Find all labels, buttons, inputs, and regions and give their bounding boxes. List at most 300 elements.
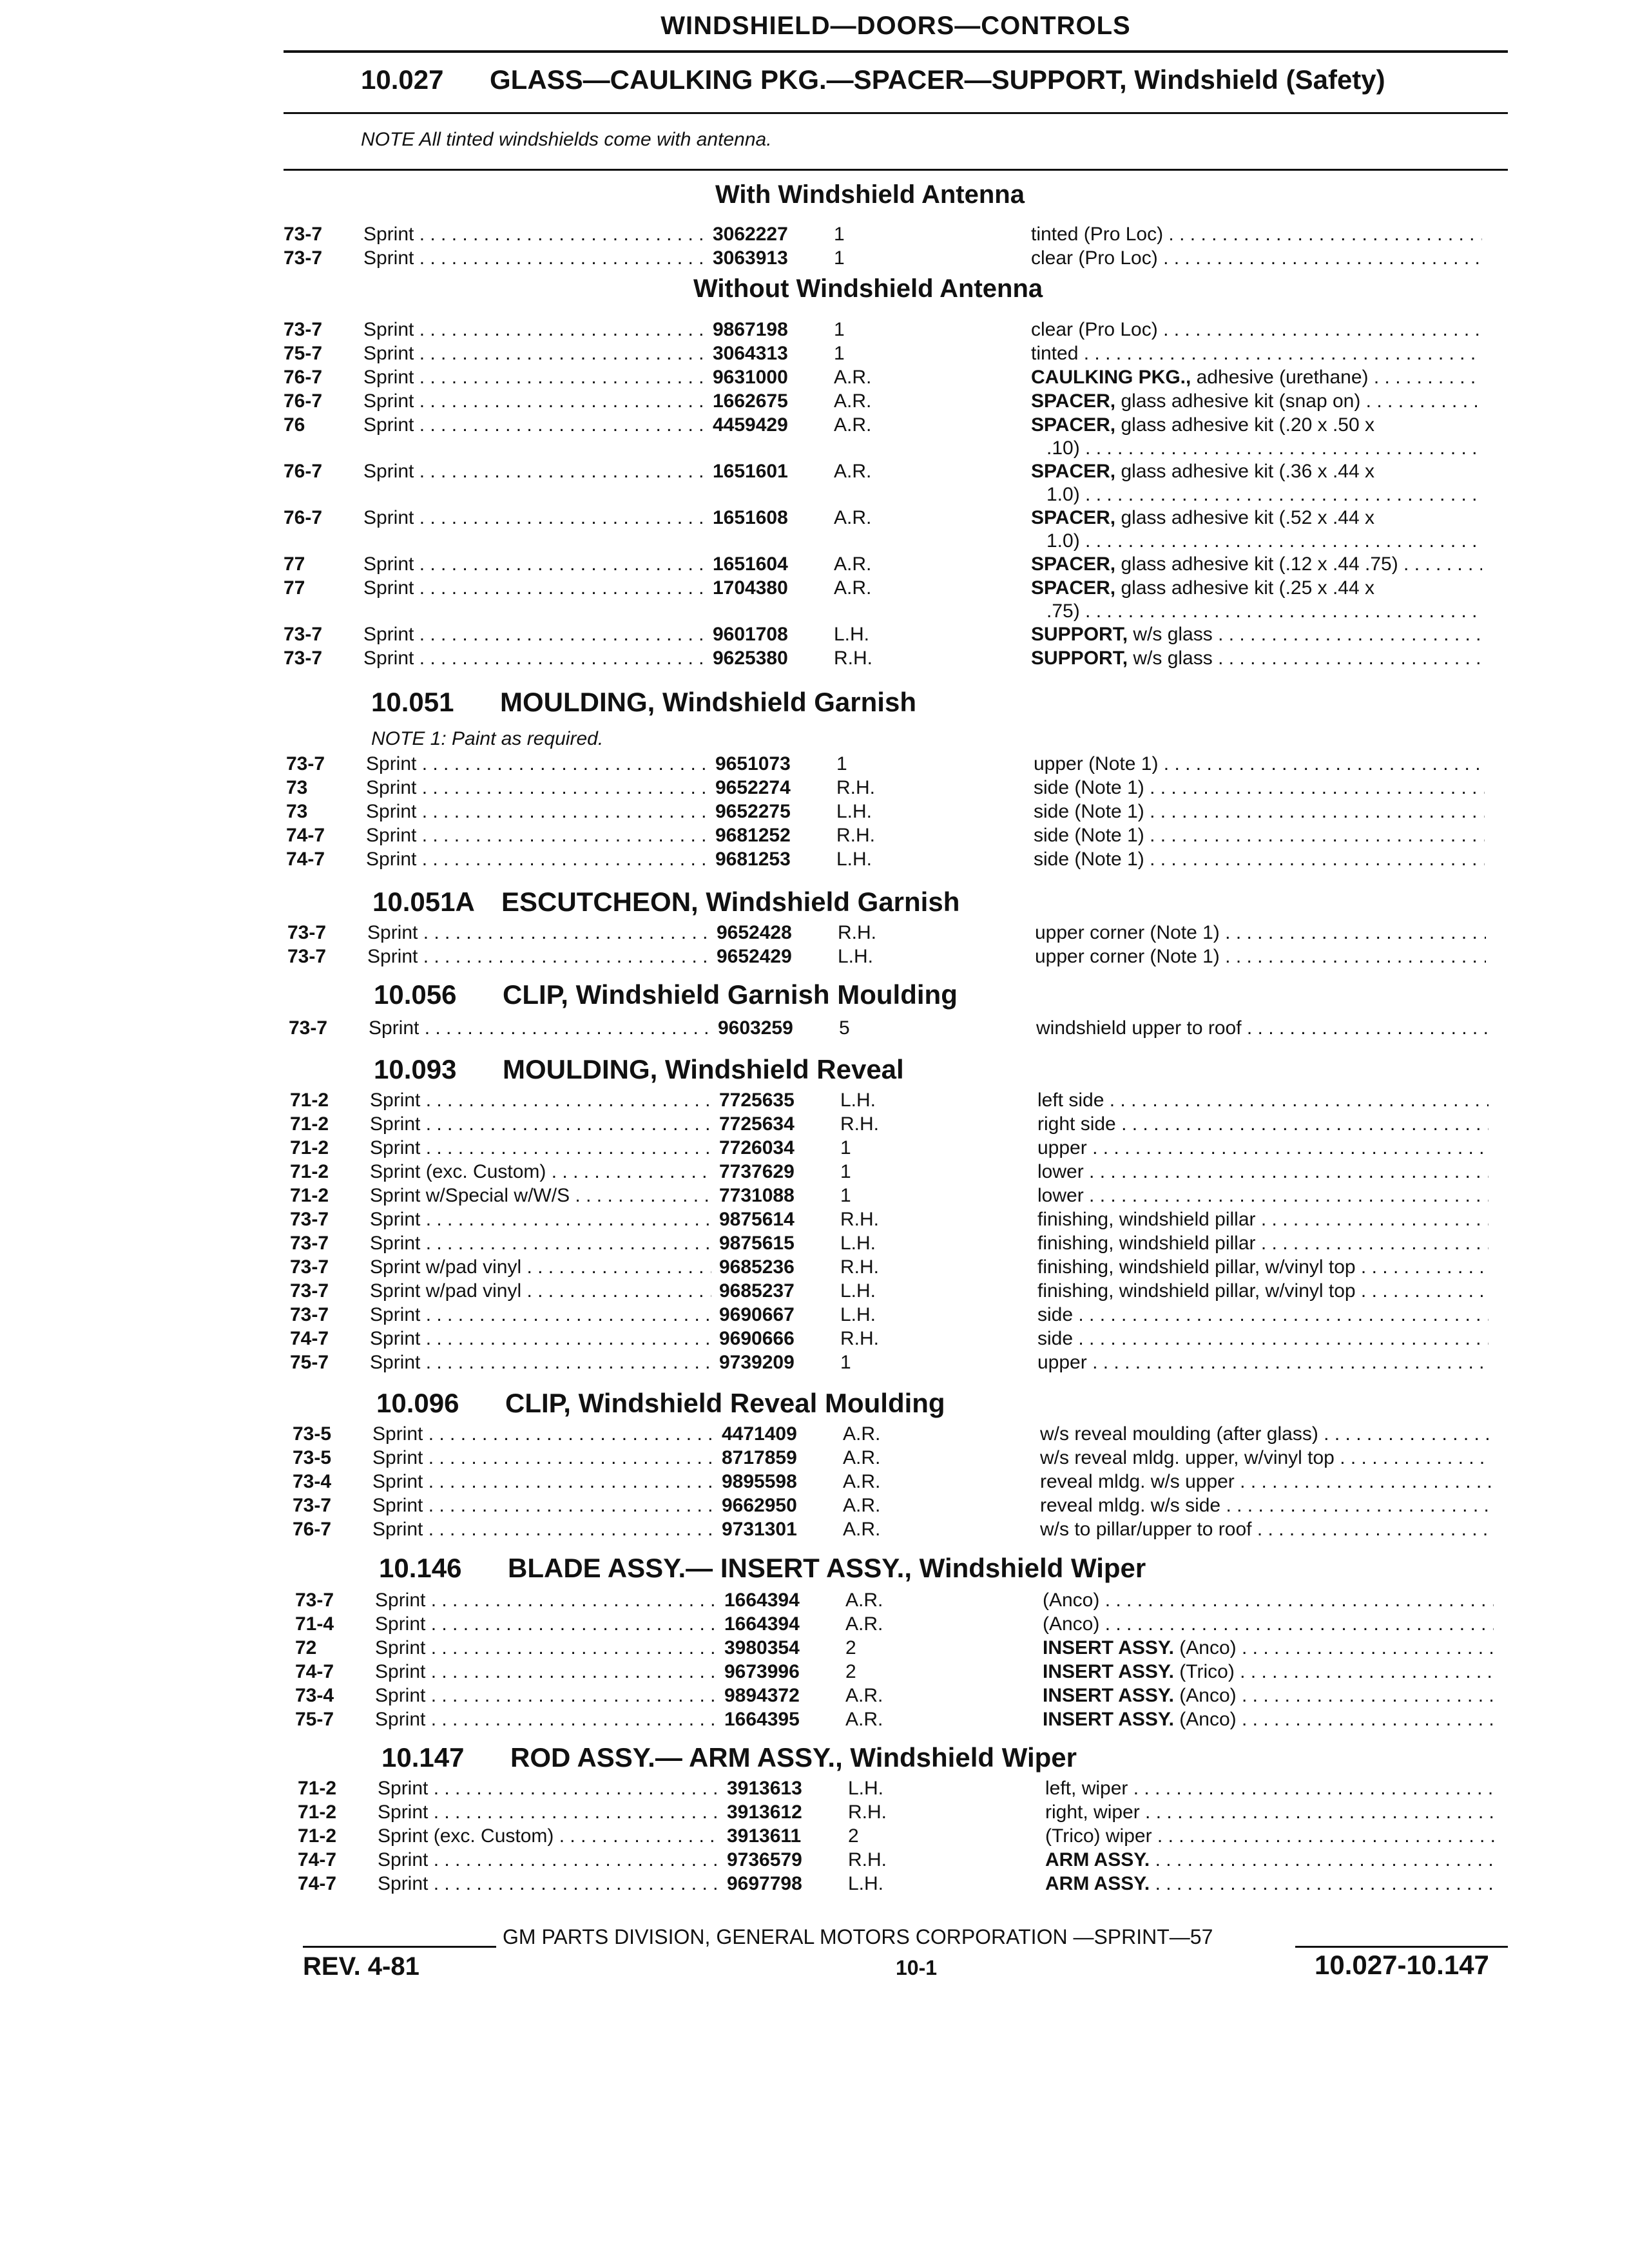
model-name: Sprint . . . [369, 1017, 710, 1040]
description-text: glass adhesive kit (.12 x .44 .75) [1115, 553, 1398, 575]
description-text: glass adhesive kit (.52 x .44 x [1115, 507, 1375, 528]
description-part-type: SUPPORT, [1031, 648, 1128, 669]
description [1037, 1280, 1489, 1303]
model-year-code: 71-4 [295, 1613, 334, 1635]
description [1037, 1208, 1489, 1231]
description [1043, 1613, 1494, 1636]
model-year-code: 73 [286, 801, 308, 822]
description-text: lower [1037, 1161, 1084, 1182]
quantity: L.H. [840, 1304, 876, 1325]
description-text: side [1037, 1304, 1074, 1325]
header-rule [284, 50, 1508, 53]
part-number: 4459429 [713, 414, 788, 436]
model-year-code: 73-7 [284, 648, 323, 669]
part-row [298, 1825, 1508, 1848]
subhead-with-antenna: With Windshield Antenna [715, 180, 1025, 209]
quantity: 1 [834, 319, 845, 340]
model-name: Sprint . . . [363, 647, 705, 670]
section-number: 10.093 [374, 1054, 457, 1084]
model-year-code: 73-7 [286, 753, 325, 774]
part-number: 4471409 [722, 1423, 797, 1445]
part-row [286, 776, 1508, 800]
part-number: 9652428 [717, 922, 792, 943]
quantity: 1 [834, 247, 845, 269]
part-number: 9697798 [727, 1873, 802, 1894]
model-year-code: 73-7 [287, 946, 327, 967]
part-row [284, 414, 1508, 459]
model-year-code: 74-7 [286, 849, 325, 870]
part-row [295, 1660, 1508, 1684]
part-row [290, 1137, 1508, 1160]
part-row [290, 1113, 1508, 1136]
description-continued: .75) . . . [1046, 600, 1482, 623]
description [1037, 1327, 1489, 1350]
part-row [284, 247, 1508, 270]
description-part-type: SPACER, [1031, 507, 1116, 528]
model-name: Sprint . . . [370, 1208, 711, 1231]
model-year-code: 76-7 [284, 461, 323, 482]
part-number: 1704380 [713, 577, 788, 599]
description [1043, 1589, 1494, 1612]
description-text: right side [1037, 1113, 1116, 1135]
model-year-code: 71-2 [298, 1825, 337, 1847]
quantity: 1 [834, 224, 845, 245]
section-title [371, 687, 916, 718]
part-number: 9690667 [719, 1304, 795, 1325]
note-rule [284, 169, 1508, 171]
description-text: clear (Pro Loc) [1031, 247, 1158, 269]
description [1031, 318, 1482, 341]
part-row [284, 577, 1508, 622]
quantity: A.R. [834, 553, 872, 575]
description [1037, 1089, 1489, 1112]
quantity: 1 [840, 1185, 851, 1206]
description [1037, 1184, 1489, 1207]
section-title [372, 887, 959, 918]
model-year-code: 73-7 [293, 1495, 332, 1516]
description-text: glass adhesive kit (.20 x .50 x [1115, 414, 1375, 436]
description-text: (Trico) wiper [1045, 1825, 1152, 1847]
description-text: side (Note 1) [1034, 801, 1144, 822]
description [1043, 1708, 1494, 1731]
description-text: upper corner (Note 1) [1035, 922, 1220, 943]
model-year-code: 76 [284, 414, 305, 436]
description-part-type: INSERT ASSY. [1043, 1637, 1174, 1658]
model-name: Sprint . . . [366, 753, 708, 776]
part-row [290, 1327, 1508, 1350]
revision-label: REV. 4-81 [303, 1952, 419, 1981]
quantity: L.H. [836, 801, 872, 822]
part-row [295, 1589, 1508, 1612]
description [1043, 1684, 1494, 1707]
part-number: 7725634 [719, 1113, 795, 1135]
description-text: w/s to pillar/upper to roof [1040, 1519, 1252, 1540]
section-range: 10.027-10.147 [1315, 1950, 1489, 1980]
part-number: 9681253 [715, 849, 791, 870]
quantity: A.R. [834, 414, 872, 436]
part-number: 9673996 [724, 1661, 800, 1682]
part-number: 9652275 [715, 801, 791, 822]
model-year-code: 74-7 [290, 1328, 329, 1349]
section-number: 10.096 [376, 1388, 459, 1418]
quantity: 1 [836, 753, 847, 774]
model-year-code: 71-2 [298, 1802, 337, 1823]
section-title [374, 1054, 904, 1085]
part-number: 9895598 [722, 1471, 797, 1492]
description [1034, 848, 1485, 871]
description [1034, 776, 1485, 800]
title-rule [284, 112, 1508, 114]
model-year-code: 73-7 [290, 1209, 329, 1230]
part-number: 1664394 [724, 1613, 800, 1635]
model-name: Sprint . . . [363, 390, 705, 413]
quantity: L.H. [834, 624, 870, 645]
model-name: Sprint . . . [372, 1470, 714, 1494]
quantity: L.H. [848, 1873, 884, 1894]
model-name: Sprint . . . [370, 1137, 711, 1160]
model-year-code: 73-7 [287, 922, 327, 943]
model-name: Sprint . . . [378, 1801, 719, 1824]
part-row [284, 366, 1508, 389]
part-row [290, 1089, 1508, 1112]
part-row [295, 1684, 1508, 1707]
section-name: CLIP, Windshield Garnish Moulding [503, 979, 958, 1010]
part-row [284, 318, 1508, 341]
model-name: Sprint . . . [366, 800, 708, 823]
description-text: w/s reveal moulding (after glass) [1040, 1423, 1318, 1445]
quantity: 2 [845, 1661, 856, 1682]
quantity: L.H. [840, 1233, 876, 1254]
model-name: Sprint . . . [363, 577, 705, 600]
model-name: Sprint . . . [375, 1660, 717, 1684]
model-name: Sprint w/pad vinyl . . . [370, 1280, 711, 1303]
part-row [293, 1470, 1508, 1494]
quantity: R.H. [836, 825, 875, 846]
part-number: 9681252 [715, 825, 791, 846]
description [1037, 1232, 1489, 1255]
model-name: Sprint . . . [378, 1872, 719, 1896]
model-name: Sprint . . . [366, 824, 708, 847]
description [1031, 460, 1482, 483]
quantity: A.R. [845, 1590, 883, 1611]
description-text: right, wiper [1045, 1802, 1140, 1823]
model-year-code: 75-7 [290, 1352, 329, 1373]
part-row [284, 342, 1508, 365]
description-text: glass adhesive kit (.36 x .44 x [1115, 461, 1375, 482]
model-year-code: 71-2 [290, 1185, 329, 1206]
quantity: R.H. [848, 1849, 887, 1870]
model-name: Sprint . . . [370, 1327, 711, 1350]
description [1037, 1160, 1489, 1184]
part-number: 3064313 [713, 343, 788, 364]
description [1031, 577, 1482, 600]
model-year-code: 72 [295, 1637, 317, 1658]
quantity: R.H. [840, 1113, 879, 1135]
part-row [290, 1232, 1508, 1255]
part-number: 7737629 [719, 1161, 795, 1182]
part-row [286, 753, 1508, 776]
description-part-type: INSERT ASSY. [1043, 1661, 1174, 1682]
model-year-code: 73-4 [293, 1471, 332, 1492]
model-year-code: 73-7 [284, 224, 323, 245]
model-year-code: 73-7 [290, 1233, 329, 1254]
model-year-code: 73-7 [295, 1590, 334, 1611]
description-text: (Anco) [1043, 1613, 1100, 1635]
quantity: L.H. [836, 849, 872, 870]
model-year-code: 73-7 [284, 319, 323, 340]
model-year-code: 71-2 [290, 1113, 329, 1135]
description-text: upper corner (Note 1) [1035, 946, 1220, 967]
description [1031, 414, 1482, 437]
part-number: 9690666 [719, 1328, 795, 1349]
model-name: Sprint . . . [375, 1589, 717, 1612]
description [1034, 800, 1485, 823]
description-text: w/s glass [1128, 624, 1213, 645]
main-note: NOTE All tinted windshields come with antenna. [361, 129, 772, 150]
model-year-code: 73-7 [289, 1017, 328, 1039]
part-number: 9601708 [713, 624, 788, 645]
quantity: A.R. [845, 1685, 883, 1706]
quantity: R.H. [836, 777, 875, 798]
part-row [290, 1208, 1508, 1231]
description [1031, 247, 1482, 270]
model-year-code: 73-7 [290, 1304, 329, 1325]
description [1031, 553, 1482, 576]
part-row [290, 1351, 1508, 1374]
section-name: ESCUTCHEON, Windshield Garnish [501, 887, 960, 917]
quantity: 2 [845, 1637, 856, 1658]
model-name: Sprint . . . [370, 1303, 711, 1327]
page-header: WINDSHIELD—DOORS—CONTROLS [660, 12, 1131, 40]
part-number: 3913613 [727, 1778, 802, 1799]
section-note: NOTE 1: Paint as required. [371, 728, 604, 749]
model-name: Sprint . . . [370, 1351, 711, 1374]
model-year-code: 76-7 [284, 367, 323, 388]
model-name: Sprint . . . [366, 848, 708, 871]
description [1045, 1849, 1496, 1872]
description-part-type: SUPPORT, [1031, 624, 1128, 645]
part-row [286, 848, 1508, 871]
model-name: Sprint . . . [363, 623, 705, 646]
part-row [295, 1708, 1508, 1731]
part-row [284, 623, 1508, 646]
description-text: side (Note 1) [1034, 777, 1144, 798]
description [1040, 1446, 1491, 1470]
model-name: Sprint (exc. Custom) . . . [378, 1825, 719, 1848]
part-row [293, 1423, 1508, 1446]
description-text: glass adhesive kit (snap on) [1115, 390, 1361, 412]
footer-rule-left [303, 1946, 496, 1948]
model-year-code: 74-7 [286, 825, 325, 846]
description-text: tinted [1031, 343, 1079, 364]
description-text: finishing, windshield pillar, w/vinyl top [1037, 1256, 1356, 1278]
section-name: MOULDING, Windshield Reveal [503, 1054, 904, 1084]
description [1035, 921, 1486, 945]
part-number: 1651608 [713, 507, 788, 528]
description [1036, 1017, 1487, 1040]
part-number: 3063913 [713, 247, 788, 269]
quantity: L.H. [840, 1280, 876, 1302]
model-name: Sprint . . . [375, 1684, 717, 1707]
model-year-code: 76-7 [293, 1519, 332, 1540]
description [1040, 1423, 1491, 1446]
quantity: A.R. [834, 390, 872, 412]
part-number: 9625380 [713, 648, 788, 669]
model-year-code: 73-7 [290, 1280, 329, 1302]
model-name: Sprint . . . [372, 1446, 714, 1470]
quantity: A.R. [843, 1519, 881, 1540]
part-row [284, 506, 1508, 552]
description [1031, 223, 1482, 246]
description-text: upper [1037, 1352, 1087, 1373]
description-part-type: SPACER, [1031, 461, 1116, 482]
part-row [298, 1849, 1508, 1872]
model-name: Sprint (exc. Custom) . . . [370, 1160, 711, 1184]
quantity: A.R. [845, 1613, 883, 1635]
quantity: A.R. [834, 507, 872, 528]
model-name: Sprint . . . [363, 318, 705, 341]
section-title [376, 1388, 945, 1419]
section-name: ROD ASSY.— ARM ASSY., Windshield Wiper [510, 1742, 1077, 1773]
description [1031, 366, 1482, 389]
part-number: 9662950 [722, 1495, 797, 1516]
model-name: Sprint . . . [372, 1494, 714, 1517]
model-name: Sprint . . . [375, 1613, 717, 1636]
description-text: upper (Note 1) [1034, 753, 1159, 774]
description [1031, 342, 1482, 365]
description-text: (Trico) [1173, 1661, 1235, 1682]
description [1040, 1518, 1491, 1541]
description-text: reveal mldg. w/s side [1040, 1495, 1221, 1516]
description-part-type: ARM ASSY. [1045, 1849, 1150, 1870]
description-text: (Anco) [1173, 1709, 1237, 1730]
model-year-code: 73-7 [284, 624, 323, 645]
model-year-code: 73-7 [284, 247, 323, 269]
part-row [298, 1872, 1508, 1896]
quantity: R.H. [834, 648, 872, 669]
part-number: 3062227 [713, 224, 788, 245]
part-number: 1662675 [713, 390, 788, 412]
model-year-code: 71-2 [290, 1137, 329, 1158]
description-text: w/s reveal mldg. upper, w/vinyl top [1040, 1447, 1335, 1468]
model-year-code: 75-7 [295, 1709, 334, 1730]
description [1045, 1801, 1496, 1824]
description-text: upper [1037, 1137, 1087, 1158]
model-name: Sprint . . . [363, 223, 705, 246]
quantity: 5 [839, 1017, 850, 1039]
description-part-type: SPACER, [1031, 414, 1116, 436]
model-name: Sprint . . . [375, 1637, 717, 1660]
part-row [284, 460, 1508, 505]
description-text: reveal mldg. w/s upper [1040, 1471, 1235, 1492]
model-name: Sprint w/pad vinyl . . . [370, 1256, 711, 1279]
model-year-code: 73-5 [293, 1447, 332, 1468]
description [1045, 1872, 1496, 1896]
model-year-code: 74-7 [295, 1661, 334, 1682]
description [1043, 1637, 1494, 1660]
part-row [295, 1637, 1508, 1660]
model-name: Sprint . . . [375, 1708, 717, 1731]
description-part-type: ARM ASSY. [1045, 1873, 1150, 1894]
description-continued: .10) . . . [1046, 437, 1482, 460]
part-number: 9894372 [724, 1685, 800, 1706]
description [1045, 1825, 1496, 1848]
description-part-type: SPACER, [1031, 390, 1116, 412]
subhead-without-antenna: Without Windshield Antenna [693, 274, 1043, 303]
part-row [284, 223, 1508, 246]
part-number: 9652274 [715, 777, 791, 798]
part-row [293, 1494, 1508, 1517]
description-text: glass adhesive kit (.25 x .44 x [1115, 577, 1375, 599]
description [1040, 1494, 1491, 1517]
part-number: 9731301 [722, 1519, 797, 1540]
part-row [295, 1613, 1508, 1636]
description-text: clear (Pro Loc) [1031, 319, 1158, 340]
description [1040, 1470, 1491, 1494]
model-year-code: 73-5 [293, 1423, 332, 1445]
section-title [379, 1553, 1146, 1584]
model-year-code: 77 [284, 577, 305, 599]
part-row [287, 945, 1508, 968]
page-number: 10-1 [896, 1956, 938, 1979]
description-text: side (Note 1) [1034, 825, 1144, 846]
model-year-code: 73-4 [295, 1685, 334, 1706]
part-row [286, 800, 1508, 823]
model-name: Sprint . . . [367, 921, 709, 945]
part-number: 9603259 [718, 1017, 793, 1039]
part-number: 1651604 [713, 553, 788, 575]
part-row [290, 1303, 1508, 1327]
part-row [286, 824, 1508, 847]
section-title [381, 1742, 1077, 1773]
description [1045, 1777, 1496, 1800]
part-number: 3913612 [727, 1802, 802, 1823]
quantity: 2 [848, 1825, 859, 1847]
section-number: 10.051 [371, 687, 454, 717]
part-number: 8717859 [722, 1447, 797, 1468]
part-number: 9739209 [719, 1352, 795, 1373]
description-text: (Anco) [1173, 1685, 1237, 1706]
part-number: 9685237 [719, 1280, 795, 1302]
model-year-code: 75-7 [284, 343, 323, 364]
model-year-code: 71-2 [298, 1778, 337, 1799]
section-name: BLADE ASSY.— INSERT ASSY., Windshield Wiper [508, 1553, 1146, 1583]
model-year-code: 77 [284, 553, 305, 575]
model-year-code: 73-7 [290, 1256, 329, 1278]
model-name: Sprint . . . [363, 460, 705, 483]
part-number: 9736579 [727, 1849, 802, 1870]
model-year-code: 74-7 [298, 1849, 337, 1870]
part-row [298, 1801, 1508, 1824]
model-name: Sprint . . . [363, 506, 705, 530]
description-text: left, wiper [1045, 1778, 1128, 1799]
part-number: 7731088 [719, 1185, 795, 1206]
model-name: Sprint . . . [367, 945, 709, 968]
model-name: Sprint . . . [372, 1423, 714, 1446]
description-text: lower [1037, 1185, 1084, 1206]
section-name: CLIP, Windshield Reveal Moulding [505, 1388, 945, 1418]
quantity: A.R. [834, 461, 872, 482]
description-text: adhesive (urethane) [1191, 367, 1369, 388]
part-number: 9651073 [715, 753, 791, 774]
quantity: L.H. [848, 1778, 884, 1799]
model-year-code: 73 [286, 777, 308, 798]
quantity: L.H. [838, 946, 874, 967]
quantity: 1 [840, 1137, 851, 1158]
part-row [290, 1280, 1508, 1303]
model-name: Sprint . . . [363, 366, 705, 389]
part-row [298, 1777, 1508, 1800]
